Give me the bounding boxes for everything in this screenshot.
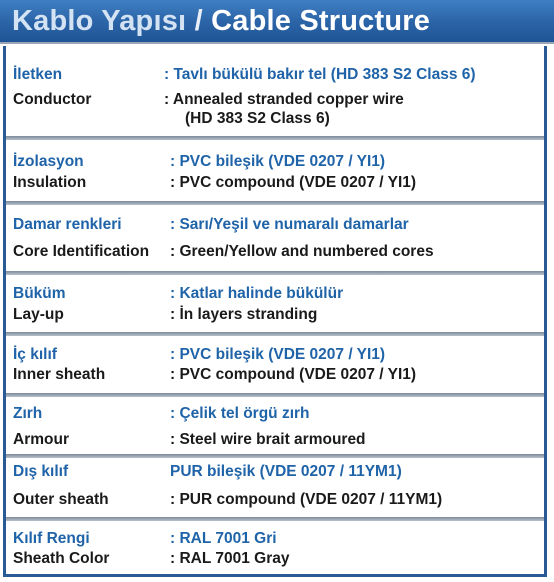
outer-sheath-value-tr: PUR bileşik (VDE 0207 / 11YM1) (170, 463, 402, 480)
row-divider (6, 454, 544, 458)
armour-value-tr: : Çelik tel örgü zırh (170, 405, 310, 422)
row-divider (6, 201, 544, 205)
layup-value-en: : İn layers stranding (170, 306, 318, 323)
sheath-color-label-tr: Kılıf Rengi (13, 530, 90, 547)
row-divider (6, 517, 544, 521)
row-divider (6, 136, 544, 140)
conductor-label-tr: İletken (13, 66, 63, 83)
title-separator: / (186, 5, 212, 37)
row-divider (6, 332, 544, 336)
inner-sheath-value-en: : PVC compound (VDE 0207 / YI1) (170, 366, 417, 383)
sheath-color-label-en: Sheath Color (13, 550, 110, 567)
title-turkish: Kablo Yapısı (12, 5, 187, 37)
core-id-label-tr: Damar renkleri (13, 216, 122, 233)
conductor-value-tr: : Tavlı bükülü bakır tel (HD 383 S2 Class 6) (164, 66, 476, 83)
core-id-value-tr: : Sarı/Yeşil ve numaralı damarlar (170, 216, 409, 233)
layup-value-tr: : Katlar halinde bükülür (170, 285, 344, 302)
conductor-value-en-2: (HD 383 S2 Class 6) (185, 110, 330, 127)
armour-label-en: Armour (13, 431, 69, 448)
row-divider (6, 271, 544, 275)
insulation-value-tr: : PVC bileşik (VDE 0207 / YI1) (170, 153, 386, 170)
outer-sheath-value-en: : PUR compound (VDE 0207 / 11YM1) (170, 491, 443, 508)
sheath-color-value-tr: : RAL 7001 Gri (170, 530, 277, 547)
title-english: Cable Structure (211, 5, 431, 37)
core-id-label-en: Core Identification (13, 243, 150, 260)
insulation-label-tr: İzolasyon (13, 153, 84, 170)
row-divider (6, 393, 544, 397)
armour-label-tr: Zırh (13, 405, 43, 422)
outer-sheath-label-en: Outer sheath (13, 491, 109, 508)
structure-table (3, 46, 547, 577)
inner-sheath-label-en: Inner sheath (13, 366, 106, 383)
inner-sheath-label-tr: İç kılıf (13, 346, 57, 363)
armour-value-en: : Steel wire brait armoured (170, 431, 366, 448)
layup-label-tr: Büküm (13, 285, 66, 302)
core-id-value-en: : Green/Yellow and numbered cores (170, 243, 434, 260)
inner-sheath-value-tr: : PVC bileşik (VDE 0207 / YI1) (170, 346, 386, 363)
conductor-value-en: : Annealed stranded copper wire (164, 91, 404, 108)
page-title (12, 5, 430, 38)
outer-sheath-label-tr: Dış kılıf (13, 463, 69, 480)
insulation-label-en: Insulation (13, 174, 87, 191)
insulation-value-en: : PVC compound (VDE 0207 / YI1) (170, 174, 417, 191)
header-banner (0, 0, 554, 44)
conductor-label-en: Conductor (13, 91, 92, 108)
sheath-color-value-en: : RAL 7001 Gray (170, 550, 290, 567)
layup-label-en: Lay-up (13, 306, 64, 323)
